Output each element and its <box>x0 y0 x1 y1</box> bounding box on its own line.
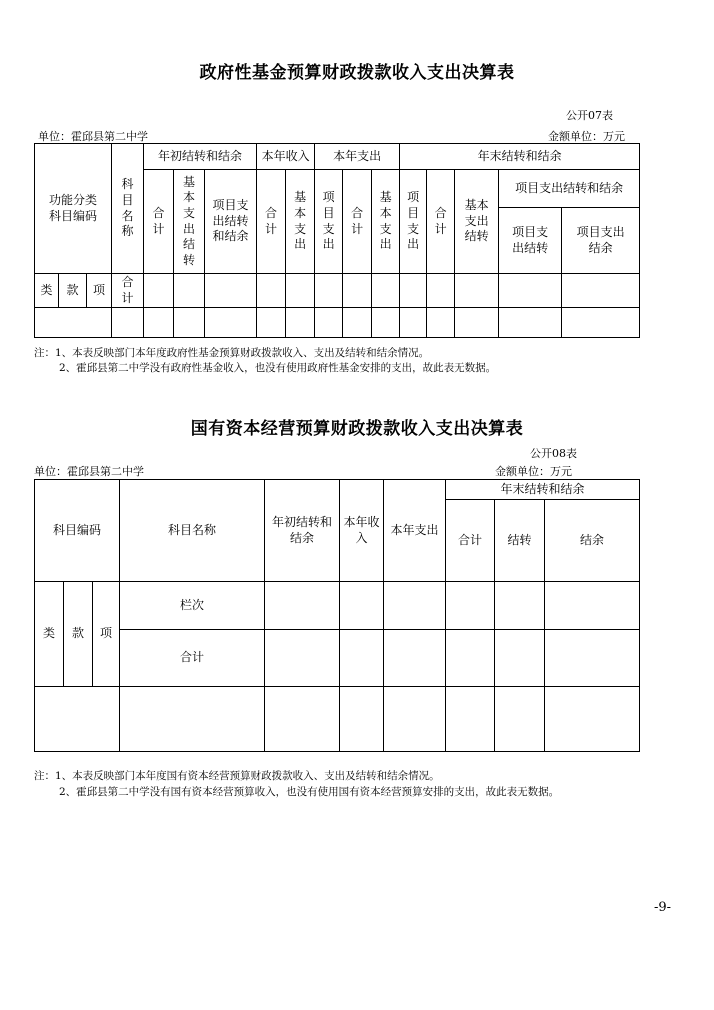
table-cell <box>144 308 174 338</box>
header-year-income: 本年收 入 <box>340 480 384 582</box>
table-cell <box>315 274 343 308</box>
table-cell <box>562 308 640 338</box>
header-basic-exp-2: 基 本 支 出 <box>372 170 400 274</box>
table-cell <box>144 274 174 308</box>
table-cell <box>499 274 562 308</box>
header-proj-group: 项目支出结转和结余 <box>499 170 640 208</box>
table-cell <box>286 274 315 308</box>
table-cell <box>400 274 427 308</box>
table-cell <box>372 308 400 338</box>
header-total-d: 合 计 <box>427 170 455 274</box>
table-cell <box>427 274 455 308</box>
header-total-c: 合 计 <box>343 170 372 274</box>
table-cell <box>495 687 545 752</box>
table-cell <box>35 687 120 752</box>
table-cell <box>545 582 640 630</box>
table2-title: 国有资本经营预算财政拨款收入支出决算表 <box>190 419 524 439</box>
header-balance: 结余 <box>545 500 640 582</box>
table-cell <box>446 630 495 687</box>
table-cell <box>174 274 205 308</box>
header-year-expense: 本年支出 <box>315 144 400 170</box>
row-label-total: 合 计 <box>112 274 144 308</box>
table-cell <box>205 274 257 308</box>
table-cell <box>35 308 112 338</box>
table-cell <box>265 630 340 687</box>
header-start-balance: 年初结转和 结余 <box>265 480 340 582</box>
row-label-total: 合计 <box>120 630 265 687</box>
table2-note-1: 注：1、本表反映部门本年度国有资本经营预算财政拨款收入、支出及结转和结余情况。 <box>34 770 440 782</box>
table-cell <box>120 687 265 752</box>
header-basic-exp: 基 本 支 出 <box>286 170 315 274</box>
table1 <box>34 143 640 338</box>
header-year-expense: 本年支出 <box>384 480 446 582</box>
header-total: 合计 <box>446 500 495 582</box>
header-end-balance: 年末结转和结余 <box>400 144 640 170</box>
table-cell <box>257 274 286 308</box>
table-cell <box>257 308 286 338</box>
row-label-kuan: 款 <box>59 274 87 308</box>
row-label-xiang: 项 <box>87 274 112 308</box>
header-basic-carry: 基 本 支 出 结 转 <box>174 170 205 274</box>
row-label-lanci: 栏次 <box>120 582 265 630</box>
table1-unit: 单位：霍邱县第二中学 <box>38 130 148 143</box>
table-cell <box>495 582 545 630</box>
table2-code: 公开08表 <box>530 447 577 460</box>
table1-note-2: 2、霍邱县第二中学没有政府性基金收入，也没有使用政府性基金安排的支出，故此表无数据。 <box>59 362 497 374</box>
table-cell <box>384 630 446 687</box>
header-end-balance: 年末结转和结余 <box>446 480 640 500</box>
table-cell <box>372 274 400 308</box>
header-func-code: 功能分类 科目编码 <box>35 144 112 274</box>
table-cell <box>286 308 315 338</box>
table-cell <box>340 630 384 687</box>
page-number: -9- <box>654 900 672 915</box>
table1-amount-unit: 金额单位：万元 <box>548 130 625 143</box>
header-total-b: 合 计 <box>257 170 286 274</box>
table-cell <box>455 274 499 308</box>
table-cell <box>545 630 640 687</box>
table-cell <box>495 630 545 687</box>
header-proj-balance: 项目支出 结余 <box>562 208 640 274</box>
table-cell <box>400 308 427 338</box>
header-proj-exp-2: 项 目 支 出 <box>400 170 427 274</box>
header-basic-carry-2: 基本 支出 结转 <box>455 170 499 274</box>
header-year-income: 本年收入 <box>257 144 315 170</box>
table2-note-2: 2、霍邱县第二中学没有国有资本经营预算收入，也没有使用国有资本经营预算安排的支出，故此表无数据。 <box>59 786 560 798</box>
table-cell <box>384 687 446 752</box>
header-item-name: 科 目 名 称 <box>112 144 144 274</box>
table-cell <box>112 308 144 338</box>
table-cell <box>343 274 372 308</box>
header-name: 科目名称 <box>120 480 265 582</box>
table-cell <box>315 308 343 338</box>
table-cell <box>427 308 455 338</box>
header-proj-carry-bal: 项目支 出结转 和结余 <box>205 170 257 274</box>
table-cell <box>455 308 499 338</box>
header-carry: 结转 <box>495 500 545 582</box>
table2 <box>34 479 640 752</box>
row-label-lei: 类 <box>35 274 59 308</box>
row-label-lei: 类 <box>35 582 64 687</box>
table-cell <box>446 582 495 630</box>
table-cell <box>384 582 446 630</box>
table-cell <box>562 274 640 308</box>
table2-unit: 单位：霍邱县第二中学 <box>34 465 144 478</box>
header-start-balance: 年初结转和结余 <box>144 144 257 170</box>
header-code: 科目编码 <box>35 480 120 582</box>
row-label-kuan: 款 <box>64 582 93 687</box>
row-label-xiang: 项 <box>93 582 120 687</box>
table2-amount-unit: 金额单位：万元 <box>495 465 572 478</box>
table-cell <box>499 308 562 338</box>
table1-note-1: 注：1、本表反映部门本年度政府性基金预算财政拨款收入、支出及结转和结余情况。 <box>34 347 430 359</box>
table-cell <box>174 308 205 338</box>
table-cell <box>265 687 340 752</box>
table1-code: 公开07表 <box>566 109 613 122</box>
table-cell <box>545 687 640 752</box>
table-cell <box>340 687 384 752</box>
table-cell <box>343 308 372 338</box>
table-cell <box>205 308 257 338</box>
header-total-a: 合 计 <box>144 170 174 274</box>
table-cell <box>340 582 384 630</box>
table1-title: 政府性基金预算财政拨款收入支出决算表 <box>199 63 515 83</box>
header-proj-exp: 项 目 支 出 <box>315 170 343 274</box>
header-proj-carry: 项目支 出结转 <box>499 208 562 274</box>
table-cell <box>265 582 340 630</box>
table-cell <box>446 687 495 752</box>
